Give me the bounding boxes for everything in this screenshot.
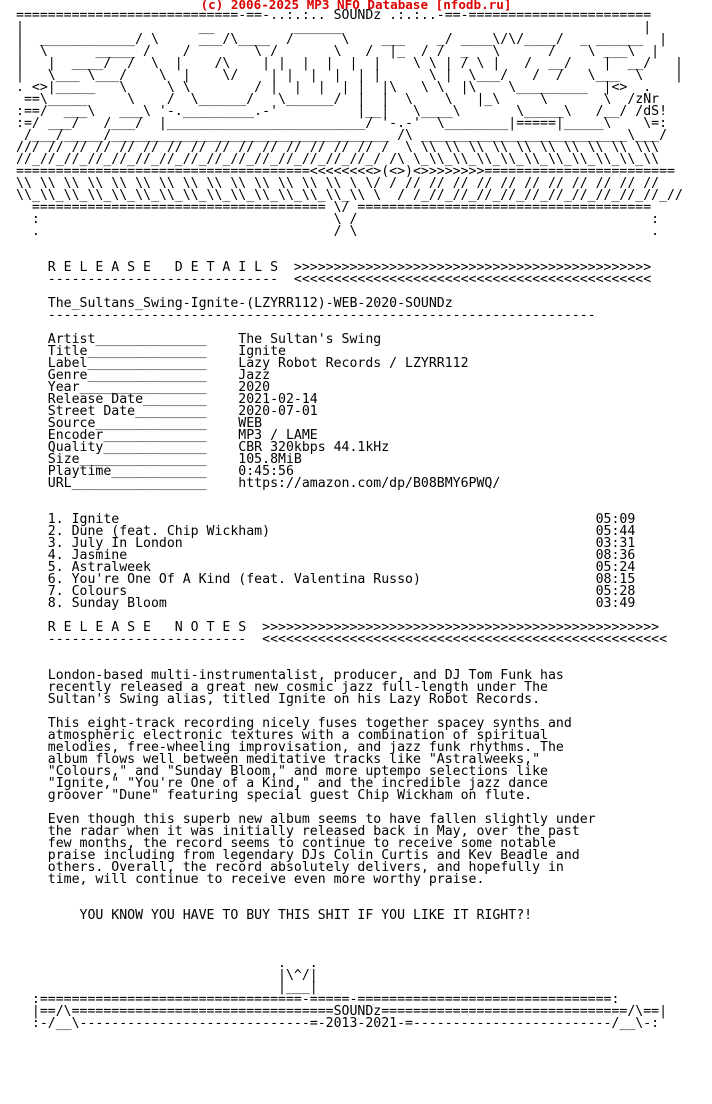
nfo-line: | | ____/ / \ | /\ | | | | | | \ \ | / \ | / __/ | __/ | [16,56,683,71]
nfo-line: 3. July In London 03:31 [16,536,636,551]
nfo-line: groover "Dune" featuring special guest Chip Wickham on flute. [16,788,533,803]
nfo-line: melodies, free-wheeling improvisation, and jazz funk rhythms. The [16,740,564,755]
nfo-line: |==/\=================================SOUNDz===============================/\==| [16,1004,668,1019]
nfo-line: . . [16,956,318,971]
nfo-line: 5. Astralweek 05:24 [16,560,636,575]
nfo-line: Artist______________ The Sultan's Swing [16,332,382,347]
nfo-line: --------------------------------------------------------------------- [16,308,596,323]
nfo-line: ------------------------- <<<<<<<<<<<<<<<<<<<<<<<<<<<<<<<<<<<<<<<<<<<<<<<<<<< [16,632,668,647]
nfo-line: |\^/| [16,968,318,983]
nfo-line: few months, the record seems to continue to receive some notable [16,836,556,851]
nfo-line: . / \ . [16,224,660,239]
nfo-line: Size________________ 105.8MiB [16,452,302,467]
nfo-line: This eight-track recording nicely fuses together spacey synths and [16,716,572,731]
nfo-line: others. Overall, the record absolutely delivers, and hopefully in [16,860,564,875]
nfo-line[interactable]: URL_________________ https://amazon.com/dp/B08BMY6PWQ/ [16,476,501,491]
nfo-line: Genre_______________ Jazz [16,368,271,383]
nfo-line: \\ \\ \\ \\ \\ \\ \\ \\ \\ \\ \\ \\ \\ \\ \ \/ / // // // // // // // // // // // [16,176,660,191]
nfo-line: recently released a great new cosmic jazz full-length under The [16,680,548,695]
nfo-line: ==\_____ \ / \______/ \______/ | | \ \ |_\ \ \ /zNr [16,92,668,107]
nfo-line: London-based multi-instrumentalist, producer, and DJ Tom Funk has [16,668,564,683]
nfo-line: 8. Sunday Bloom 03:49 [16,596,636,611]
nfo-text-block [16,10,683,1030]
nfo-line: "Ignite," "You're One of a Kind," and the incredible jazz dance [16,776,548,791]
nfo-line: | \___ \___/ \ | \/ | | | | | | \ | \___/ / / \___ \ | [16,68,683,83]
nfo-line: 6. You're One Of A Kind (feat. Valentina Russo) 08:15 [16,572,636,587]
nfo-line: /// // // // // // // // // // // // // // // / \ \\ \\ \\ \\ \\ \\ \\ \\ \\ \\\ [16,140,660,155]
nfo-line: ===================================== \/ ===================================== [16,200,652,215]
nfo-line: The_Sultans_Swing-Ignite-(LZYRR112)-WEB-2020-SOUNDz [16,296,453,311]
nfo-line: atmospheric electronic textures with a combination of spiritual [16,728,548,743]
nfo-line: time, will continue to receive even more worthy praise. [16,872,485,887]
nfo-line: //_//_//_//_//_//_//_//_//_//_//_//_//_//_//_/ /\ \_\\_\\_\\_\\_\\_\\_\\_\\_\\_\\ [16,152,660,167]
nfo-line: Playtime____________ 0:45:56 [16,464,294,479]
nfo-line: Encoder_____________ MP3 / LAME [16,428,318,443]
nfo-line: =====================================<<<<<<<<>(<>)<>>>>>>>>======================== [16,164,675,179]
nfo-line: 4. Jasmine 08:36 [16,548,636,563]
nfo-line: R E L E A S E D E T A I L S >>>>>>>>>>>>>>>>>>>>>>>>>>>>>>>>>>>>>>>>>>>>> [16,260,652,275]
nfo-line: /___/_____/___________________________________ /\ __________________________\___/ [16,128,675,143]
nfo-line: :=/ ___/ /___/ |_________________________/ '-.-' \________|=====|_____\ \=: [16,116,668,131]
nfo-line: Year________________ 2020 [16,380,271,395]
nfo-line: Title_______________ Ignite [16,344,286,359]
nfo-line: :==/ ___\ ___\ '-._________.-' |__| \____\ \_____\ /__/ /dS! [16,104,668,119]
site-header-link[interactable]: (c) 2006-2025 MP3 NFO Database [nfodb.ru] [200,0,512,12]
nfo-line: 7. Colours 05:28 [16,584,636,599]
nfo-line: | __ ______ | [16,20,652,35]
nfo-line: YOU KNOW YOU HAVE TO BUY THIS SHIT IF YOU LIKE IT RIGHT?! [16,908,533,923]
nfo-line: | \ _____ / / \ / \ / |_ / / _ \ / \ ___\ | [16,44,660,59]
nfo-line: Even though this superb new album seems to have fallen slightly under [16,812,596,827]
nfo-line: 1. Ignite 05:09 [16,512,636,527]
nfo-line: R E L E A S E N O T E S >>>>>>>>>>>>>>>>>>>>>>>>>>>>>>>>>>>>>>>>>>>>>>>>>> [16,620,660,635]
nfo-line: Street Date_________ 2020-07-01 [16,404,318,419]
nfo-line: |___| [16,980,318,995]
nfo-line: . <>|_____ \ \ \ / | | | | | |\ \ \ |\ \_________ |<> . [16,80,652,95]
nfo-line: Sultan's Swing alias, titled Ignite on his Lazy Robot Records. [16,692,541,707]
nfo-line: ============================-==-..:.:.. SOUNDz .:.:..-==-======================= [16,8,652,23]
nfo-line: :=================================-=====-================================: [16,992,620,1007]
nfo-line: Release Date________ 2021-02-14 [16,392,318,407]
nfo-line: :-/__\-----------------------------=-2013-2021-=-------------------------/__\-: [16,1016,660,1031]
nfo-line: "Colours," and "Sunday Bloom," and more uptempo selections like [16,764,548,779]
nfo-line: \\_\\_\\_\\_\\_\\_\\_\\_\\_\\_\\_\\_\\_\\_\\ \ / /_//_//_//_//_//_//_//_//_//_//_// [16,188,683,203]
nfo-line: : \ / : [16,212,660,227]
nfo-line: praise including from legendary DJs Colin Curtis and Kev Beadle and [16,848,580,863]
nfo-line: album flows well between meditative tracks like "Astralweeks," [16,752,541,767]
nfo-line: | ____________/ \ ___/\____ / \ ___ _/ ____\/\/____/ _ ______ | [16,32,668,47]
nfo-line: ----------------------------- <<<<<<<<<<<<<<<<<<<<<<<<<<<<<<<<<<<<<<<<<<<<< [16,272,652,287]
nfo-line: the radar when it was initially released back in May, over the past [16,824,580,839]
nfo-line: Source______________ WEB [16,416,263,431]
nfo-line: Label_______________ Lazy Robot Records / LZYRR112 [16,356,469,371]
nfo-line: Quality_____________ CBR 320kbps 44.1kHz [16,440,390,455]
nfo-line: 2. Dune (feat. Chip Wickham) 05:44 [16,524,636,539]
